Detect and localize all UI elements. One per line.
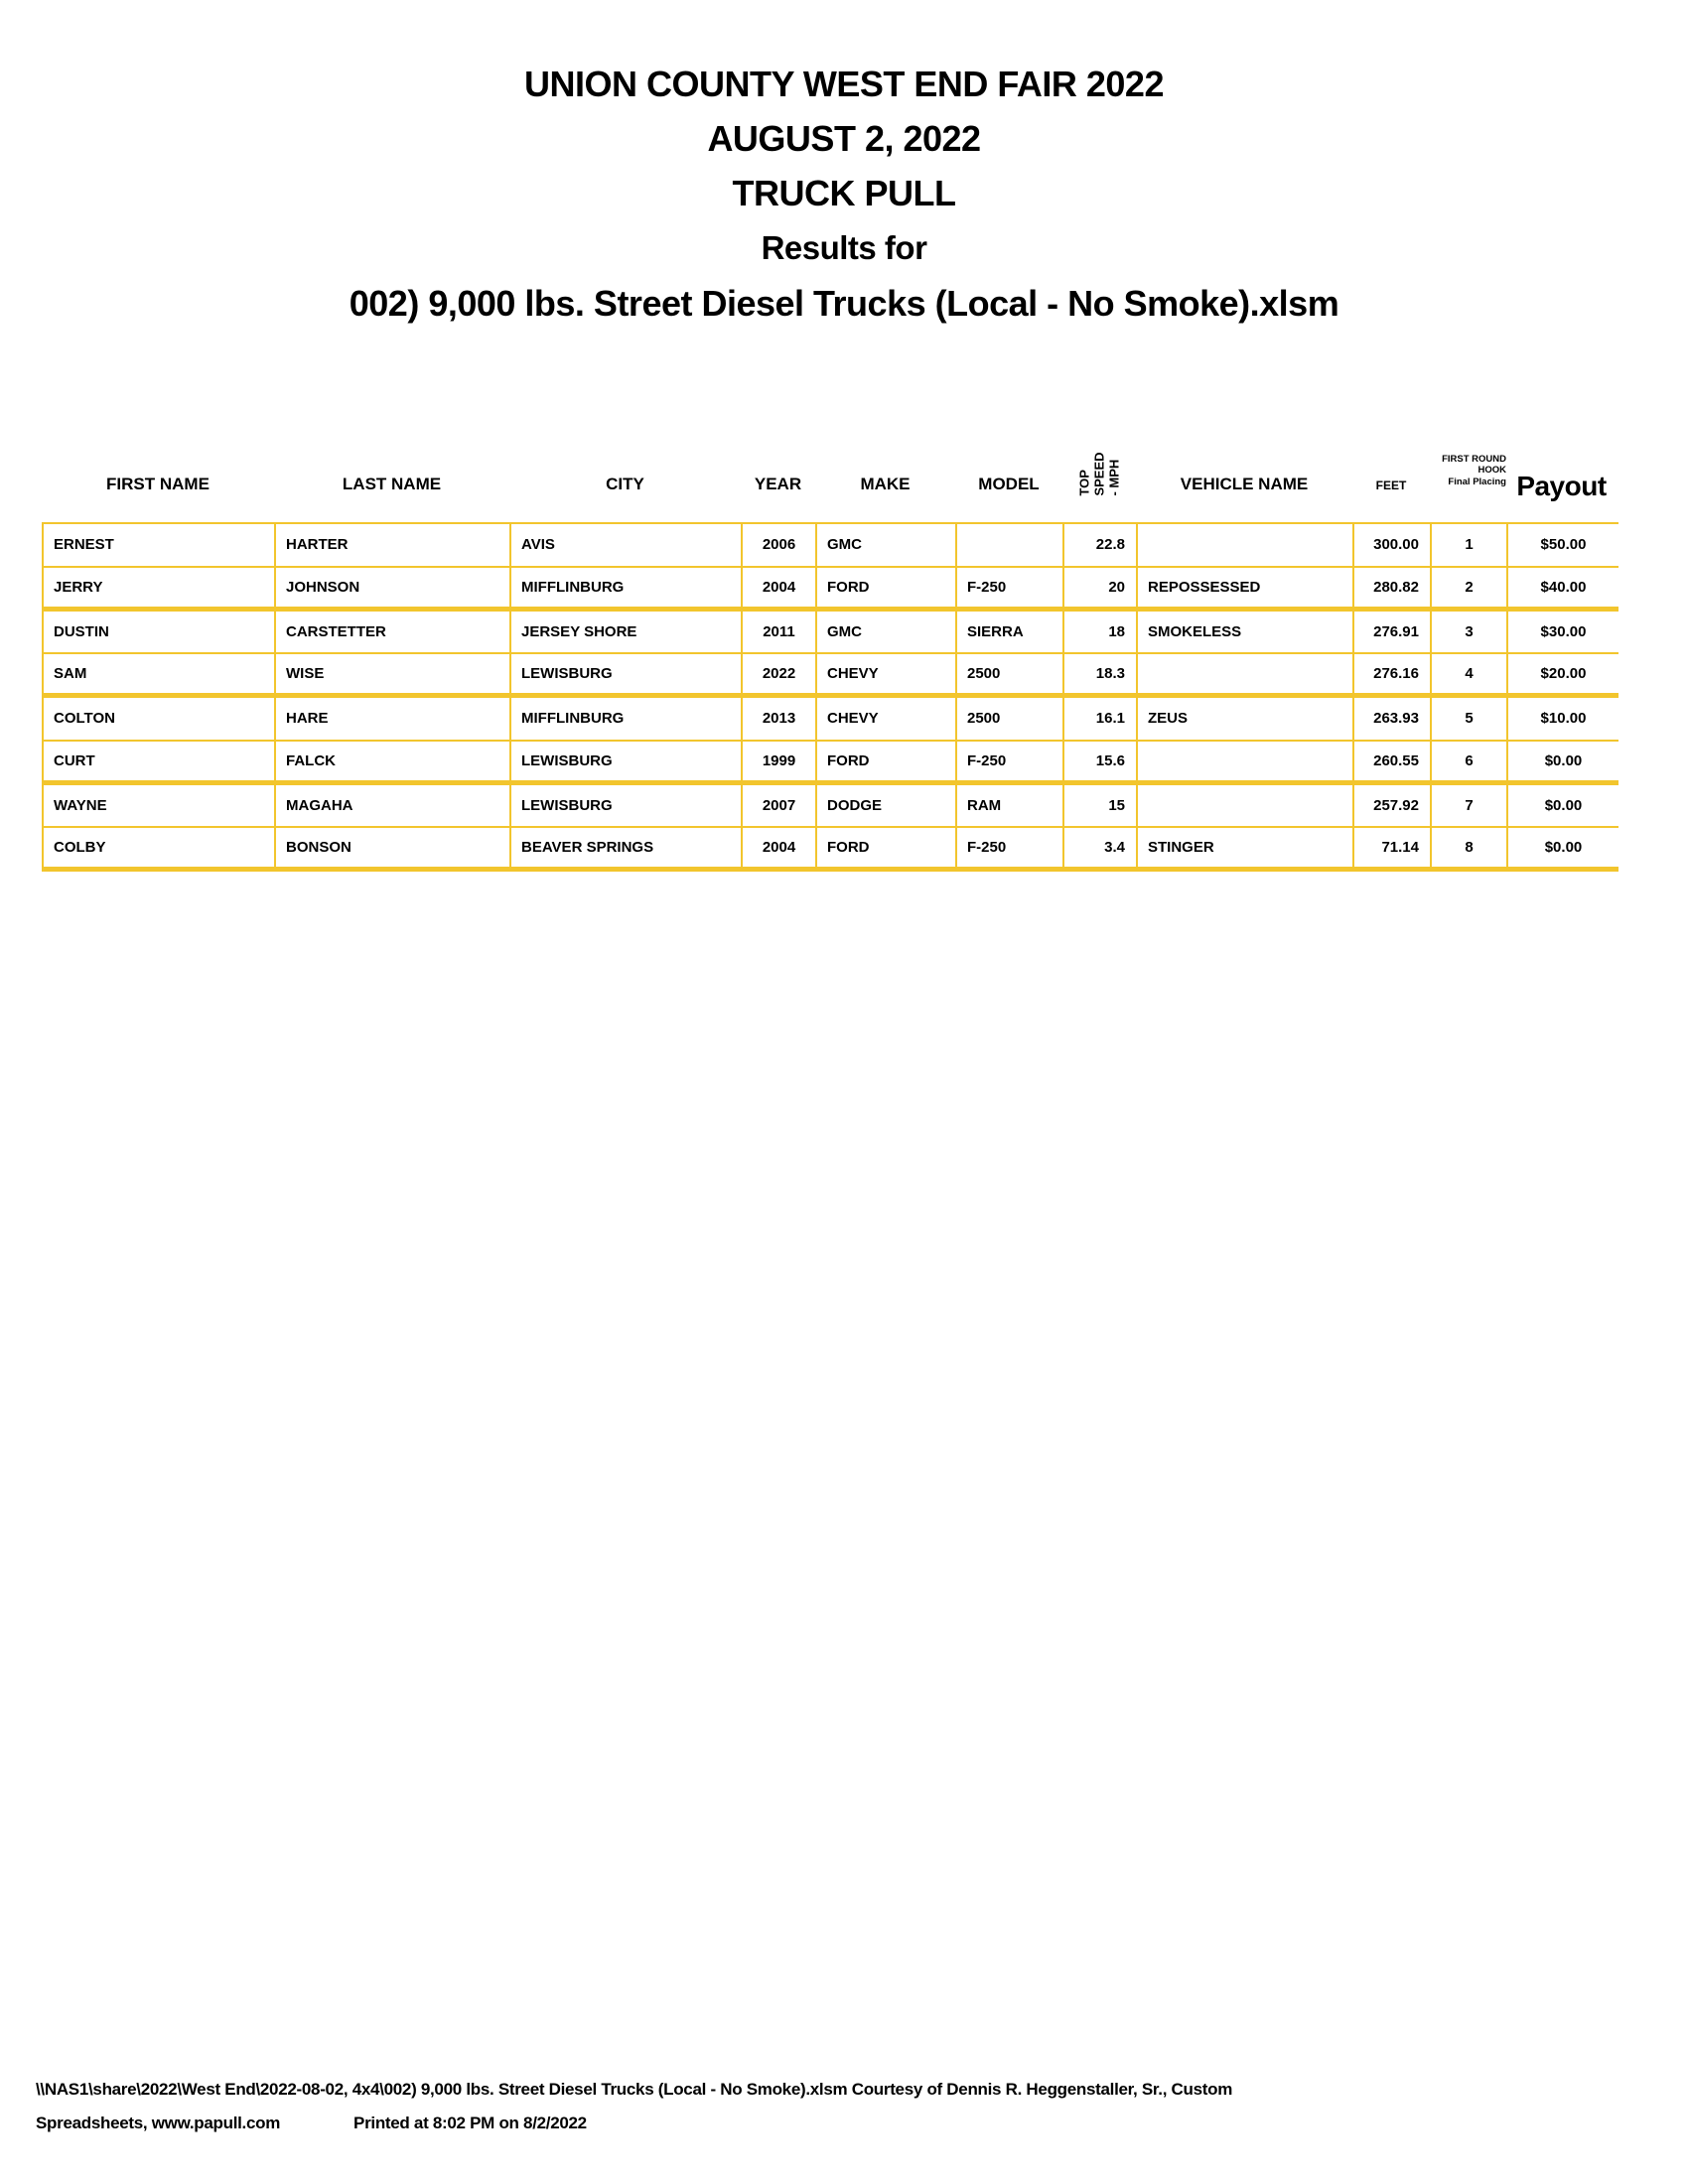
cell-first-name: JERRY bbox=[44, 568, 276, 612]
results-table bbox=[42, 522, 1618, 872]
cell-last-name: WISE bbox=[276, 654, 511, 698]
cell-feet: 280.82 bbox=[1354, 568, 1432, 612]
event-date: AUGUST 2, 2022 bbox=[707, 118, 981, 159]
cell-first-name: CURT bbox=[44, 742, 276, 785]
cell-year: 2013 bbox=[743, 698, 817, 742]
cell-payout: $40.00 bbox=[1508, 568, 1618, 612]
cell-hook: 6 bbox=[1432, 742, 1508, 785]
column-header-payout: Payout bbox=[1516, 471, 1607, 501]
cell-last-name: BONSON bbox=[276, 828, 511, 872]
cell-city: LEWISBURG bbox=[511, 785, 743, 829]
cell-make: CHEVY bbox=[817, 698, 957, 742]
cell-feet: 300.00 bbox=[1354, 524, 1432, 568]
cell-top-speed: 15 bbox=[1064, 785, 1138, 829]
cell-city: BEAVER SPRINGS bbox=[511, 828, 743, 872]
cell-vehicle-name bbox=[1138, 524, 1354, 568]
cell-city: MIFFLINBURG bbox=[511, 568, 743, 612]
cell-feet: 276.16 bbox=[1354, 654, 1432, 698]
column-header-year: YEAR bbox=[754, 475, 802, 493]
cell-top-speed: 18.3 bbox=[1064, 654, 1138, 698]
cell-feet: 263.93 bbox=[1354, 698, 1432, 742]
cell-top-speed: 3.4 bbox=[1064, 828, 1138, 872]
cell-feet: 257.92 bbox=[1354, 785, 1432, 829]
column-header-vehicle-name: VEHICLE NAME bbox=[1180, 475, 1309, 493]
cell-hook: 2 bbox=[1432, 568, 1508, 612]
cell-feet: 276.91 bbox=[1354, 612, 1432, 655]
cell-first-name: DUSTIN bbox=[44, 612, 276, 655]
cell-top-speed: 15.6 bbox=[1064, 742, 1138, 785]
cell-first-name: ERNEST bbox=[44, 524, 276, 568]
cell-last-name: HARTER bbox=[276, 524, 511, 568]
cell-top-speed: 16.1 bbox=[1064, 698, 1138, 742]
cell-hook: 1 bbox=[1432, 524, 1508, 568]
cell-model: 2500 bbox=[957, 698, 1064, 742]
cell-year: 1999 bbox=[743, 742, 817, 785]
cell-vehicle-name: REPOSSESSED bbox=[1138, 568, 1354, 612]
cell-vehicle-name bbox=[1138, 654, 1354, 698]
cell-vehicle-name bbox=[1138, 785, 1354, 829]
table-header-row bbox=[42, 435, 1617, 512]
cell-model bbox=[957, 524, 1064, 568]
cell-make: FORD bbox=[817, 742, 957, 785]
cell-hook: 4 bbox=[1432, 654, 1508, 698]
cell-payout: $0.00 bbox=[1508, 742, 1618, 785]
cell-model: 2500 bbox=[957, 654, 1064, 698]
column-header-last-name: LAST NAME bbox=[342, 475, 442, 493]
cell-last-name: JOHNSON bbox=[276, 568, 511, 612]
column-header-feet: FEET bbox=[1375, 478, 1407, 492]
cell-city: LEWISBURG bbox=[511, 654, 743, 698]
cell-payout: $30.00 bbox=[1508, 612, 1618, 655]
cell-hook: 8 bbox=[1432, 828, 1508, 872]
cell-hook: 7 bbox=[1432, 785, 1508, 829]
event-type: TRUCK PULL bbox=[732, 173, 956, 213]
class-file-name: 002) 9,000 lbs. Street Diesel Trucks (Local - No Smoke).xlsm bbox=[349, 283, 1339, 324]
column-header-city: CITY bbox=[606, 475, 644, 493]
cell-last-name: MAGAHA bbox=[276, 785, 511, 829]
cell-model: RAM bbox=[957, 785, 1064, 829]
event-title: UNION COUNTY WEST END FAIR 2022 bbox=[524, 64, 1164, 104]
cell-vehicle-name: SMOKELESS bbox=[1138, 612, 1354, 655]
footer-file-path: \\NAS1\share\2022\West End\2022-08-02, 4x4\002) 9,000 lbs. Street Diesel Trucks (Local - No Smoke).xlsm Courtesy of Dennis R. Heggenstaller, Sr., Custom bbox=[36, 2080, 1233, 2099]
cell-feet: 260.55 bbox=[1354, 742, 1432, 785]
cell-feet: 71.14 bbox=[1354, 828, 1432, 872]
cell-year: 2004 bbox=[743, 828, 817, 872]
cell-model: F-250 bbox=[957, 742, 1064, 785]
page-footer bbox=[36, 2073, 1232, 2140]
cell-payout: $10.00 bbox=[1508, 698, 1618, 742]
cell-top-speed: 20 bbox=[1064, 568, 1138, 612]
cell-last-name: FALCK bbox=[276, 742, 511, 785]
cell-make: FORD bbox=[817, 828, 957, 872]
cell-city: LEWISBURG bbox=[511, 742, 743, 785]
cell-make: DODGE bbox=[817, 785, 957, 829]
cell-model: F-250 bbox=[957, 568, 1064, 612]
cell-year: 2011 bbox=[743, 612, 817, 655]
cell-year: 2007 bbox=[743, 785, 817, 829]
cell-payout: $0.00 bbox=[1508, 785, 1618, 829]
cell-first-name: COLBY bbox=[44, 828, 276, 872]
cell-first-name: SAM bbox=[44, 654, 276, 698]
cell-payout: $0.00 bbox=[1508, 828, 1618, 872]
cell-make: GMC bbox=[817, 524, 957, 568]
column-header-model: MODEL bbox=[978, 475, 1040, 493]
cell-first-name: WAYNE bbox=[44, 785, 276, 829]
cell-top-speed: 22.8 bbox=[1064, 524, 1138, 568]
footer-website: Spreadsheets, www.papull.com bbox=[36, 2114, 281, 2132]
cell-last-name: HARE bbox=[276, 698, 511, 742]
footer-print-info: Printed at 8:02 PM on 8/2/2022 bbox=[353, 2114, 587, 2132]
column-header-make: MAKE bbox=[860, 475, 911, 493]
column-header-top-speed bbox=[1062, 435, 1136, 512]
cell-hook: 3 bbox=[1432, 612, 1508, 655]
cell-city: JERSEY SHORE bbox=[511, 612, 743, 655]
cell-city: MIFFLINBURG bbox=[511, 698, 743, 742]
cell-year: 2006 bbox=[743, 524, 817, 568]
cell-year: 2022 bbox=[743, 654, 817, 698]
column-header-first-round-hook: FIRST ROUND HOOK Final Placing bbox=[1442, 453, 1506, 487]
cell-top-speed: 18 bbox=[1064, 612, 1138, 655]
cell-model: SIERRA bbox=[957, 612, 1064, 655]
cell-make: FORD bbox=[817, 568, 957, 612]
cell-year: 2004 bbox=[743, 568, 817, 612]
cell-last-name: CARSTETTER bbox=[276, 612, 511, 655]
cell-vehicle-name: ZEUS bbox=[1138, 698, 1354, 742]
cell-payout: $50.00 bbox=[1508, 524, 1618, 568]
column-header-first-name: FIRST NAME bbox=[106, 475, 210, 493]
cell-model: F-250 bbox=[957, 828, 1064, 872]
cell-make: GMC bbox=[817, 612, 957, 655]
cell-vehicle-name: STINGER bbox=[1138, 828, 1354, 872]
cell-city: AVIS bbox=[511, 524, 743, 568]
cell-hook: 5 bbox=[1432, 698, 1508, 742]
cell-vehicle-name bbox=[1138, 742, 1354, 785]
cell-make: CHEVY bbox=[817, 654, 957, 698]
top-speed-rotated-label: TOP SPEED - MPH bbox=[1076, 451, 1122, 496]
cell-payout: $20.00 bbox=[1508, 654, 1618, 698]
results-label: Results for bbox=[761, 229, 927, 266]
cell-first-name: COLTON bbox=[44, 698, 276, 742]
